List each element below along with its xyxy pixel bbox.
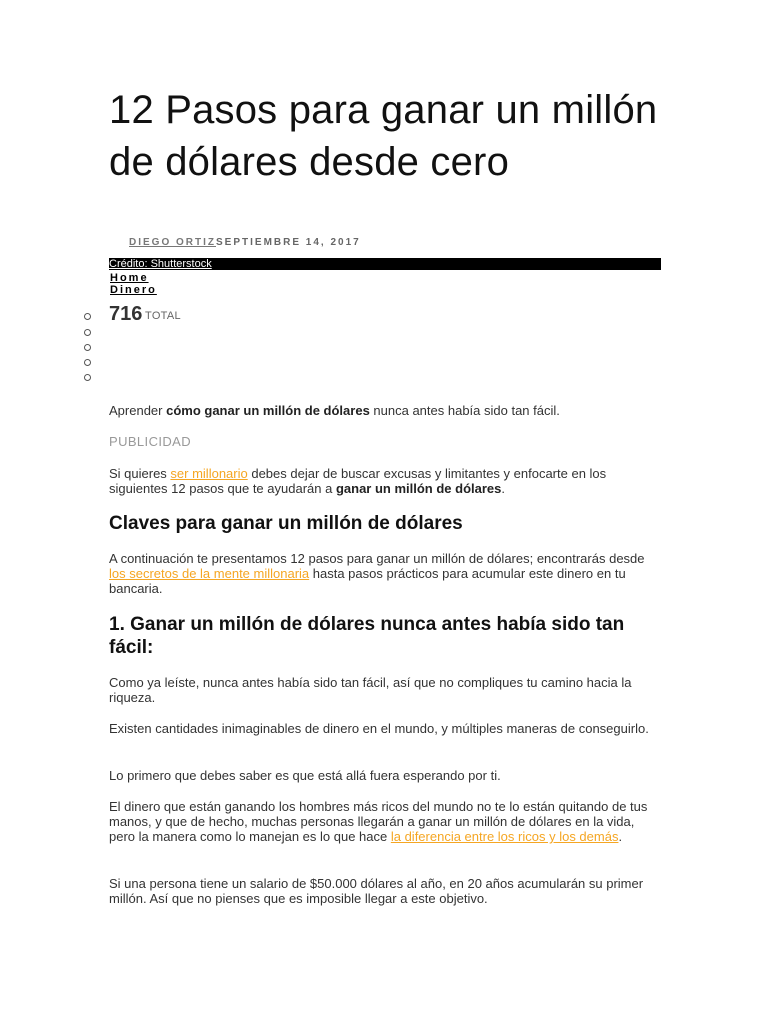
intro-text-start: Aprender [109, 403, 167, 418]
section-heading: Claves para ganar un millón de dólares [109, 513, 463, 534]
paragraph: Como ya leíste, nunca antes había sido tan fácil, así que no compliques tu camino hacia la riqueza. [109, 675, 632, 705]
share-bullet[interactable] [84, 374, 91, 381]
paragraph: Lo primero que debes saber es que está allá fuera esperando por ti. [109, 768, 501, 783]
image-credit[interactable]: Crédito: Shutterstock [109, 258, 212, 270]
link-ser-millonario[interactable]: ser millonario [170, 466, 248, 481]
paragraph [109, 551, 661, 596]
paragraph-bold: ganar un millón de dólares [335, 481, 502, 496]
link-diferencia-ricos[interactable]: la diferencia entre los ricos y los demás [390, 829, 619, 844]
paragraph-text: A continuación te presentamos 12 pasos para ganar un millón de dólares; encontrarás desde [109, 551, 645, 566]
image-credit-bar [109, 258, 661, 270]
link-mente-millonaria[interactable]: los secretos de la mente millonaria [109, 566, 310, 581]
ad-label: PUBLICIDAD [109, 434, 192, 449]
share-bullet[interactable] [84, 329, 91, 336]
intro-text-end: nunca antes había sido tan fácil. [369, 403, 560, 418]
section-heading: 1. Ganar un millón de dólares nunca antes había sido tan fácil: [109, 614, 625, 658]
paragraph [109, 799, 661, 844]
paragraph: Si una persona tiene un salario de $50.000 dólares al año, en 20 años acumularán su primer millón. Así que no pienses que es imposible llegar a este objetivo. [109, 876, 644, 906]
intro-bold: cómo ganar un millón de dólares [166, 403, 370, 418]
share-bullet[interactable] [84, 313, 91, 320]
author-link[interactable]: DIEGO ORTIZ [129, 237, 216, 248]
share-bullet[interactable] [84, 359, 91, 366]
share-total-label: TOTAL [145, 310, 181, 322]
paragraph-text: El dinero que están ganando los hombres más ricos del mundo no te lo están quitando de tus manos, y que de hecho, muchas personas llegarán a ganar un millón de dólares en la vida, pero la manera como lo manejan es lo que hace [109, 799, 648, 844]
paragraph: Existen cantidades inimaginables de dinero en el mundo, y múltiples maneras de conseguirlo. [109, 721, 649, 736]
share-bullet[interactable] [84, 344, 91, 351]
paragraph-text: hasta pasos prácticos para acumular este dinero en tu bancaria. [109, 566, 626, 596]
byline [129, 237, 361, 248]
paragraph-text: debes dejar de buscar excusas y limitantes y enfocarte en los siguientes 12 pasos que te ayudarán a [109, 466, 607, 496]
paragraph [109, 466, 661, 496]
article-title: 12 Pasos para ganar un millón de dólares desde cero [109, 88, 658, 184]
paragraph-text: . [501, 481, 505, 496]
share-count: 716 [109, 303, 143, 325]
paragraph-text: . [618, 829, 623, 844]
paragraph-text: Si quieres [109, 466, 171, 481]
intro-paragraph [109, 403, 661, 418]
category-link-dinero[interactable]: Dinero [110, 284, 157, 296]
category-link-home[interactable]: Home [110, 272, 149, 284]
publish-date: SEPTIEMBRE 14, 2017 [216, 237, 361, 248]
